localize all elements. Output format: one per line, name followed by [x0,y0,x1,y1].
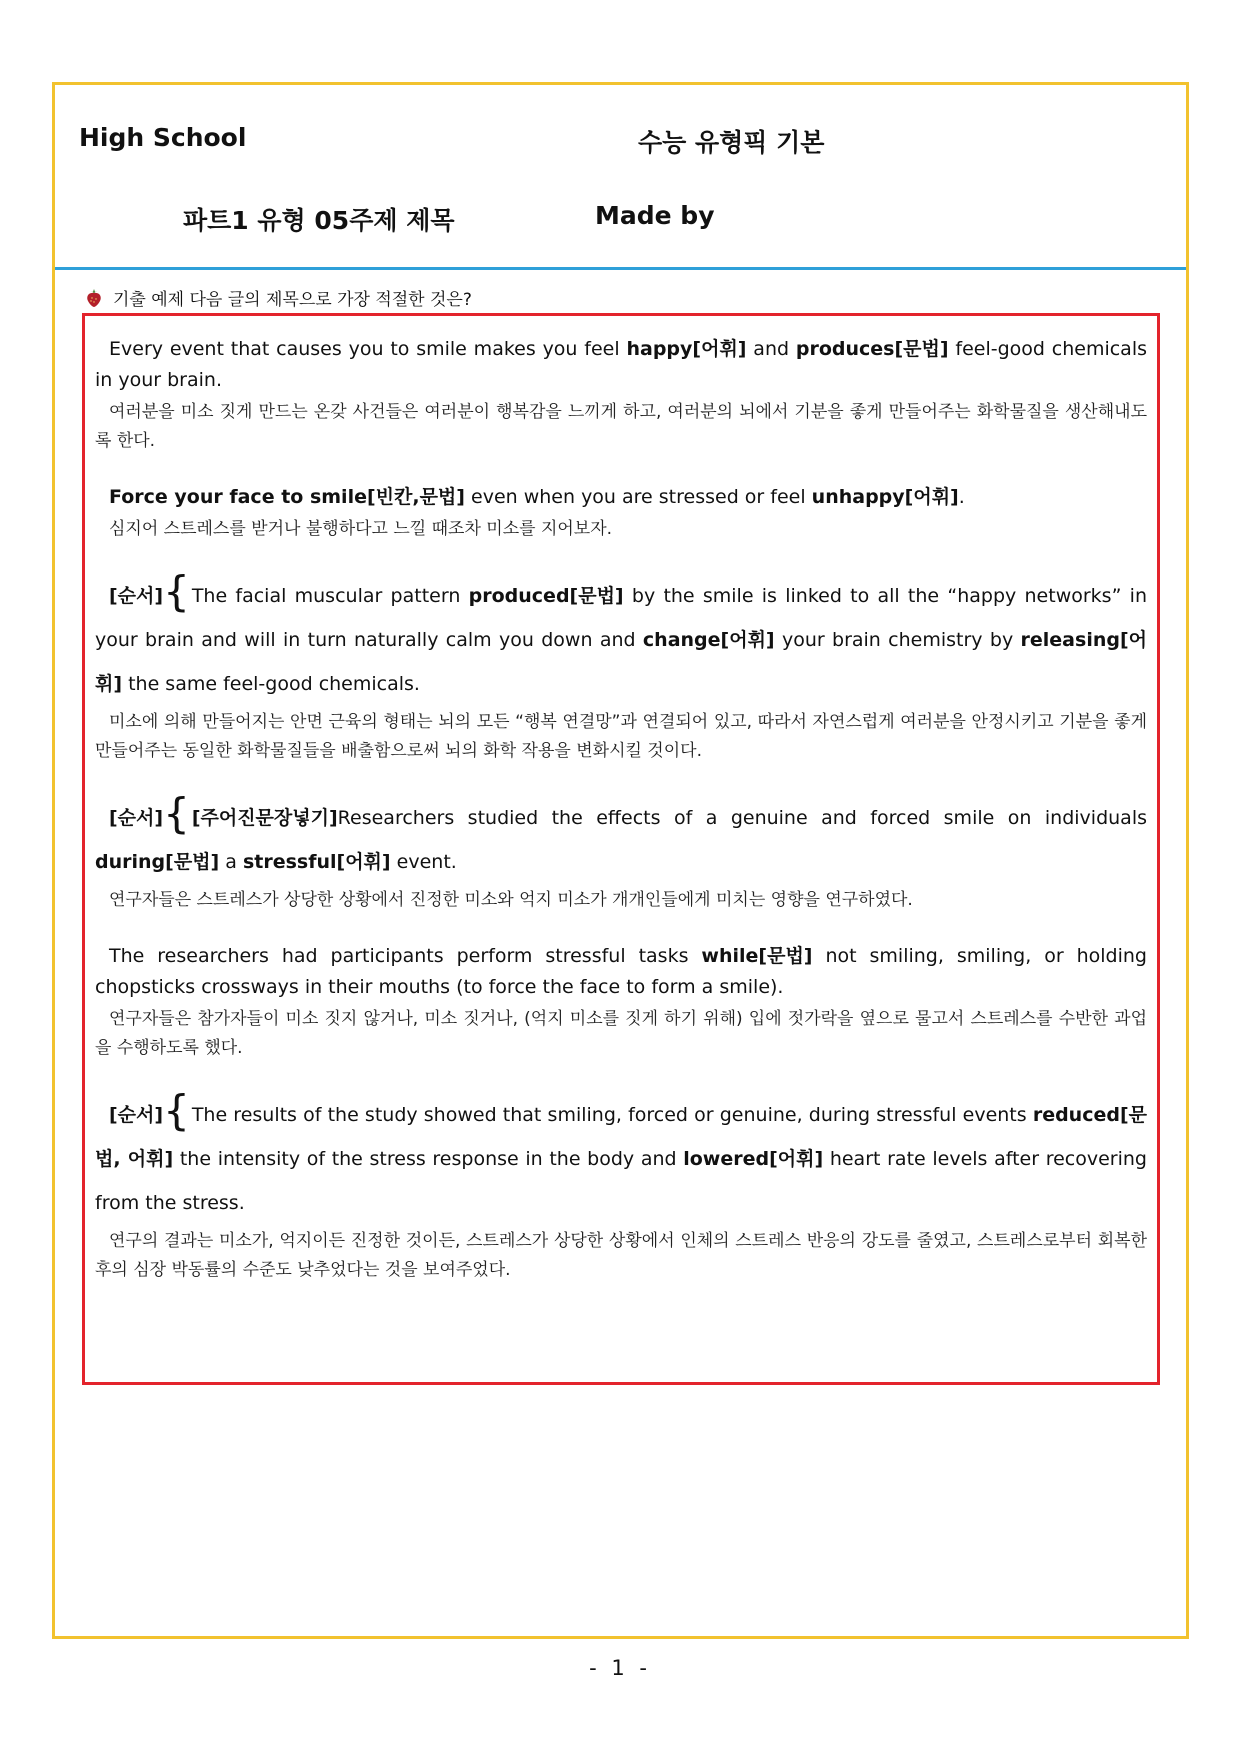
question-prompt [85,285,472,310]
passage-ko-3: 미소에 의해 만들어지는 안면 근육의 형태는 뇌의 모든 “행복 연결망”과 연결되어 있고, 따라서 자연스럽게 여러분을 안정시키고 기분을 좋게 만들어주는 동일한 화학물질들을 배출함으로써 뇌의 화학 작용을 변화시킬 것이다. [95,712,1147,761]
passage-ko-5: 연구자들은 참가자들이 미소 짓지 않거나, 미소 짓거나, (억지 미소를 짓게 하기 위해) 입에 젓가락을 옆으로 물고서 스트레스를 수반한 과업을 수행하도록 했다. [95,1009,1147,1058]
en-text: a [219,851,243,873]
passage-en-5 [95,941,1147,1003]
en-text: not smiling, smiling, or holding chopsticks crossways in their mouths (to force the face to form a smile). [95,945,1147,998]
keyword: during[문법] [95,851,220,873]
en-text: The facial muscular pattern [191,585,469,607]
keyword: while[문법] [701,945,813,967]
en-text: even when you are stressed or feel [464,486,812,508]
passage-box [82,313,1160,1385]
en-text: The results of the study showed that smiling, forced or genuine, during stressful events [191,1104,1033,1126]
brace-mark: { [163,1086,190,1135]
keyword: releasing[어휘] [95,629,1147,695]
passage-en-2 [95,482,1147,513]
passage-en-3 [95,567,1147,706]
keyword: produces[문법] [795,338,949,360]
en-text: feel-good chemicals in your brain. [95,338,1148,391]
en-text: Researchers studied the effects of a genuine and forced smile on individuals [337,807,1147,829]
page-number: - 1 - [589,1656,651,1680]
keyword: produced[문법] [468,585,624,607]
order-tag: [순서] [109,807,164,829]
school-level-title: High School [79,123,247,152]
keyword: lowered[어휘] [683,1148,824,1170]
keyword: change[어휘] [642,629,775,651]
keyword: happy[어휘] [626,338,747,360]
en-text: by the smile is linked to all the “happy networks” in your brain and will in turn naturally calm you down and [95,585,1147,651]
strawberry-icon [85,288,103,308]
brace-mark: { [163,789,190,838]
passage-en-4 [95,789,1147,884]
en-text: heart rate levels after recovering from the stress. [95,1148,1147,1214]
made-by-label: Made by [595,201,715,230]
passage-en-6 [95,1086,1147,1225]
insert-sentence-tag: [주어진문장넣기] [191,807,338,829]
page-frame [52,82,1189,1639]
part-label: 파트1 유형 05주제 제목 [183,206,455,235]
keyword: reduced[문법, 어휘] [95,1104,1147,1170]
en-text: The researchers had participants perform stressful tasks [109,945,702,967]
brace-mark: { [163,567,190,616]
header-divider [55,267,1186,270]
en-text: the same feel-good chemicals. [122,673,420,695]
passage-ko-6: 연구의 결과는 미소가, 억지이든 진정한 것이든, 스트레스가 상당한 상황에서 인체의 스트레스 반응의 강도를 줄였고, 스트레스로부터 회복한 후의 심장 박동률의 수준도 낮추었다는 것을 보여주었다. [95,1231,1147,1280]
question-text: 기출 예제 다음 글의 제목으로 가장 적절한 것은? [113,290,472,310]
en-text: and [746,338,796,360]
order-tag: [순서] [109,585,164,607]
en-text: the intensity of the stress response in the body and [173,1148,684,1170]
keyword: stressful[어휘] [242,851,391,873]
keyword: unhappy[어휘] [811,486,959,508]
passage-ko-4: 연구자들은 스트레스가 상당한 상황에서 진정한 미소와 억지 미소가 개개인들에게 미치는 영향을 연구하였다. [109,890,913,910]
passage-ko-2: 심지어 스트레스를 받거나 불행하다고 느낄 때조차 미소를 지어보자. [109,519,613,539]
passage-en-1 [95,334,1147,396]
en-text: your brain chemistry by [774,629,1021,651]
en-text: event. [390,851,457,873]
keyword: Force your face to smile[빈칸,문법] [109,486,465,508]
book-title: 수능 유형픽 기본 [638,128,825,157]
order-tag: [순서] [109,1104,164,1126]
passage-ko-1: 여러분을 미소 짓게 만드는 온갖 사건들은 여러분이 행복감을 느끼게 하고, 여러분의 뇌에서 기분을 좋게 만들어주는 화학물질을 생산해내도록 한다. [95,402,1147,451]
en-text: . [958,486,965,508]
en-text: Every event that causes you to smile makes you feel [109,338,627,360]
